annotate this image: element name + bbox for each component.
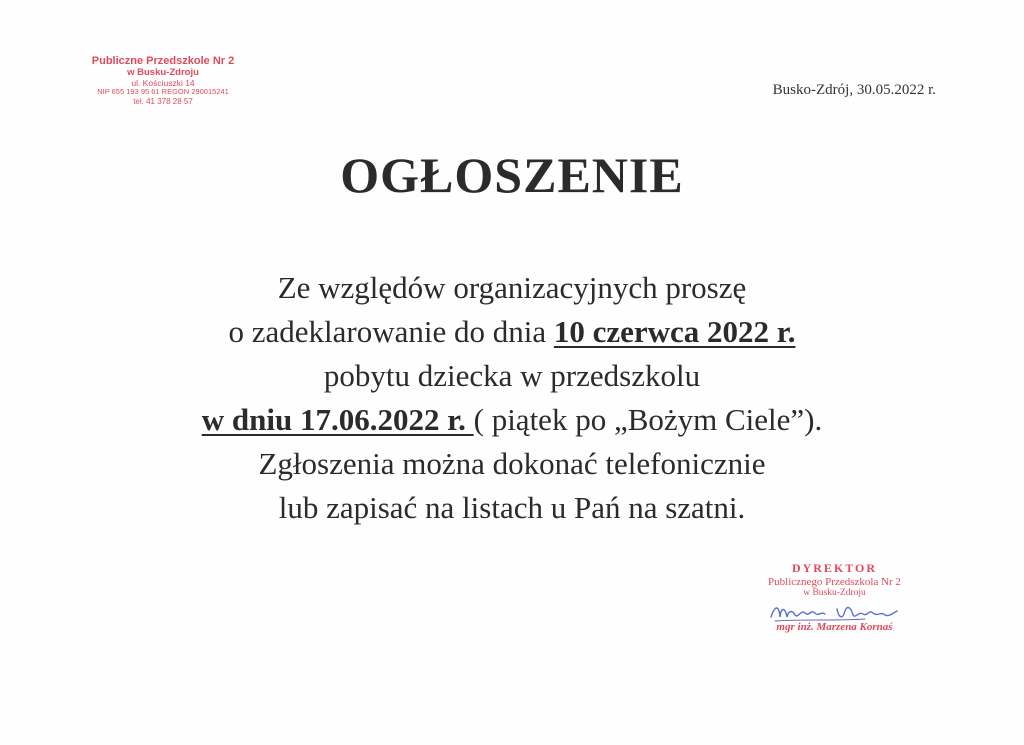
school-stamp-ids: NIP 655 193 95 61 REGON 290015241 [97, 87, 229, 97]
school-stamp-phone: tel. 41 378 28 57 [133, 96, 193, 106]
school-stamp [78, 55, 248, 106]
director-stamp [752, 562, 917, 634]
school-stamp-name: Publiczne Przedszkole Nr 2 [91, 55, 235, 67]
body-line-1: Ze względów organizacyjnych proszę [277, 270, 747, 305]
director-stamp-title: DYREKTOR [791, 561, 878, 575]
director-name: mgr inż. Marzena Kornaś [776, 621, 893, 634]
body-line-6: lub zapisać na listach u Pań na szatni. [278, 490, 746, 525]
deadline-date: 10 czerwca 2022 r. [553, 314, 796, 349]
school-stamp-address: ul. Kościuszki 14 [131, 77, 195, 88]
body-line-5: Zgłoszenia można dokonać telefonicznie [258, 446, 766, 481]
event-date: w dniu 17.06.2022 r. [201, 402, 474, 437]
school-stamp-city: w Busku-Zdroju [127, 66, 199, 78]
page-title: OGŁOSZENIE [340, 147, 684, 203]
body-line-4 [0, 398, 1024, 442]
director-stamp-school: Publicznego Przedszkola Nr 2 [768, 575, 901, 588]
announcement-body [0, 266, 1024, 530]
body-line-2 [0, 310, 1024, 354]
body-line-3: pobytu dziecka w przedszkolu [323, 358, 701, 393]
director-stamp-city: w Busku-Zdroju [803, 588, 866, 599]
place-date: Busko-Zdrój, 30.05.2022 r. [772, 82, 936, 98]
body-line-2-text: o zadeklarowanie do dnia [228, 314, 554, 349]
body-line-4-text: ( piątek po „Bożym Ciele”). [473, 402, 823, 437]
